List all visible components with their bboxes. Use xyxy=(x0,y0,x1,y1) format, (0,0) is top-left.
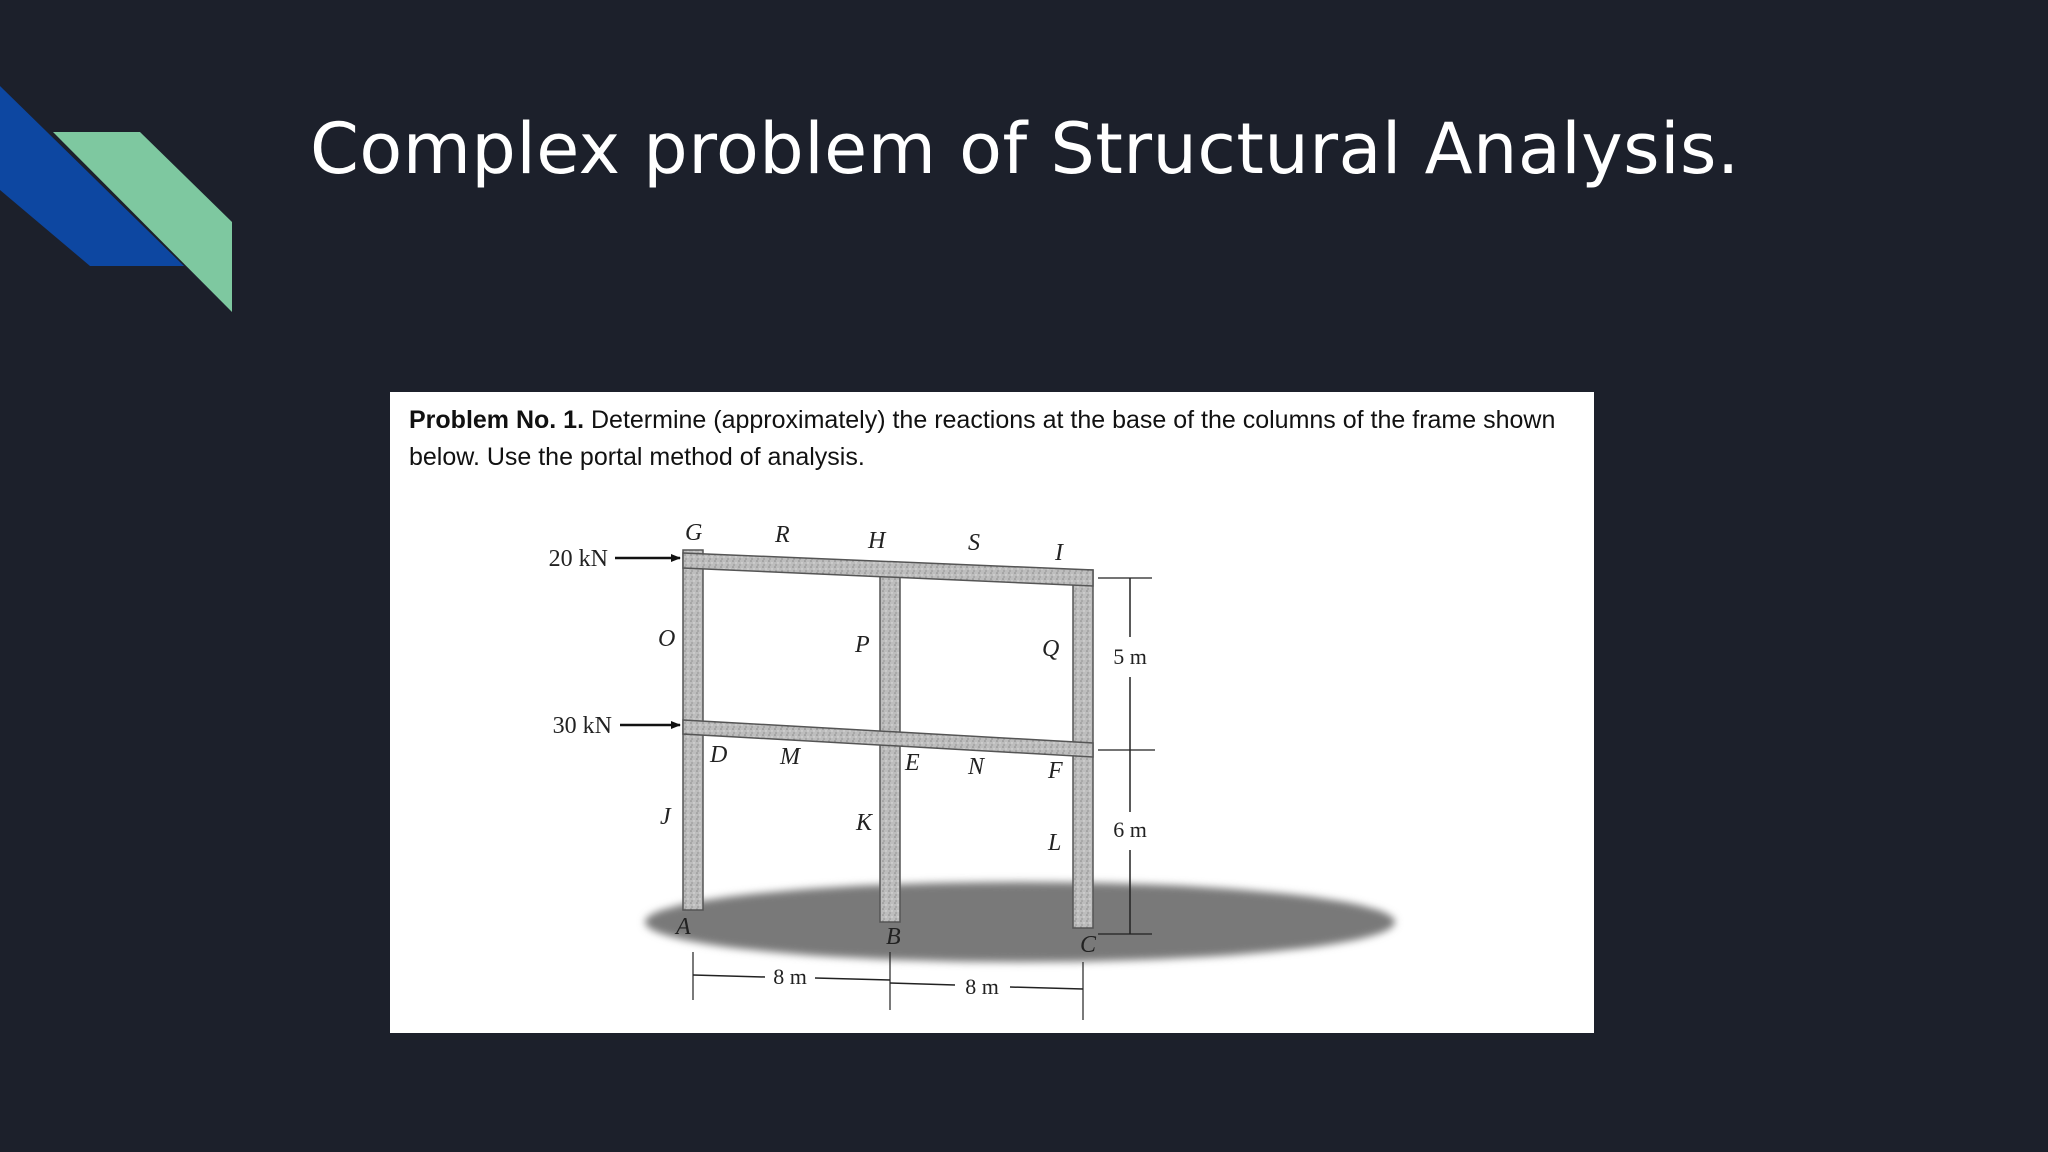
joint-label-I: I xyxy=(1055,540,1063,566)
ground-shading xyxy=(645,882,1395,962)
joint-label-O: O xyxy=(658,626,676,652)
dimension-line-left-bay xyxy=(693,975,765,977)
joint-label-A: A xyxy=(676,914,691,940)
dimension-line-left-bay-2 xyxy=(815,978,890,980)
dimension-line-right-bay-2 xyxy=(1010,987,1083,989)
dimension-line-right-bay xyxy=(890,983,955,985)
problem-description: Determine (approximately) the reactions at the base of the columns of the frame shown below. Use the portal method of analysis. xyxy=(409,406,1556,471)
column-middle xyxy=(880,572,900,922)
joint-label-P: P xyxy=(855,632,870,658)
joint-label-L: L xyxy=(1048,830,1062,856)
joint-label-F: F xyxy=(1048,758,1063,784)
load-label-top: 20 kN xyxy=(548,546,608,572)
joint-label-E: E xyxy=(905,750,920,776)
joint-label-S: S xyxy=(968,530,980,556)
problem-image-panel xyxy=(390,392,1594,1033)
load-label-middle: 30 kN xyxy=(552,713,612,739)
joint-label-M: M xyxy=(780,744,800,770)
slide-accent-decoration xyxy=(0,0,240,320)
joint-label-C: C xyxy=(1080,932,1097,958)
dimension-label-lower: 6 m xyxy=(1113,817,1147,842)
dimension-label-left-bay: 8 m xyxy=(773,964,807,989)
portal-frame-diagram xyxy=(390,392,1594,1033)
joint-label-J: J xyxy=(660,804,671,830)
joint-label-H: H xyxy=(868,528,886,554)
dimension-label-upper: 5 m xyxy=(1113,644,1147,669)
dimension-label-right-bay: 8 m xyxy=(965,974,999,999)
joint-label-D: D xyxy=(710,742,728,768)
problem-heading: Problem No. 1. xyxy=(409,406,585,434)
joint-label-R: R xyxy=(775,522,790,548)
joint-label-K: K xyxy=(856,810,873,836)
joint-label-B: B xyxy=(886,924,901,950)
slide-title: Complex problem of Structural Analysis. xyxy=(310,108,1740,190)
joint-label-Q: Q xyxy=(1042,636,1060,662)
joint-label-G: G xyxy=(685,520,703,546)
joint-label-N: N xyxy=(968,754,985,780)
